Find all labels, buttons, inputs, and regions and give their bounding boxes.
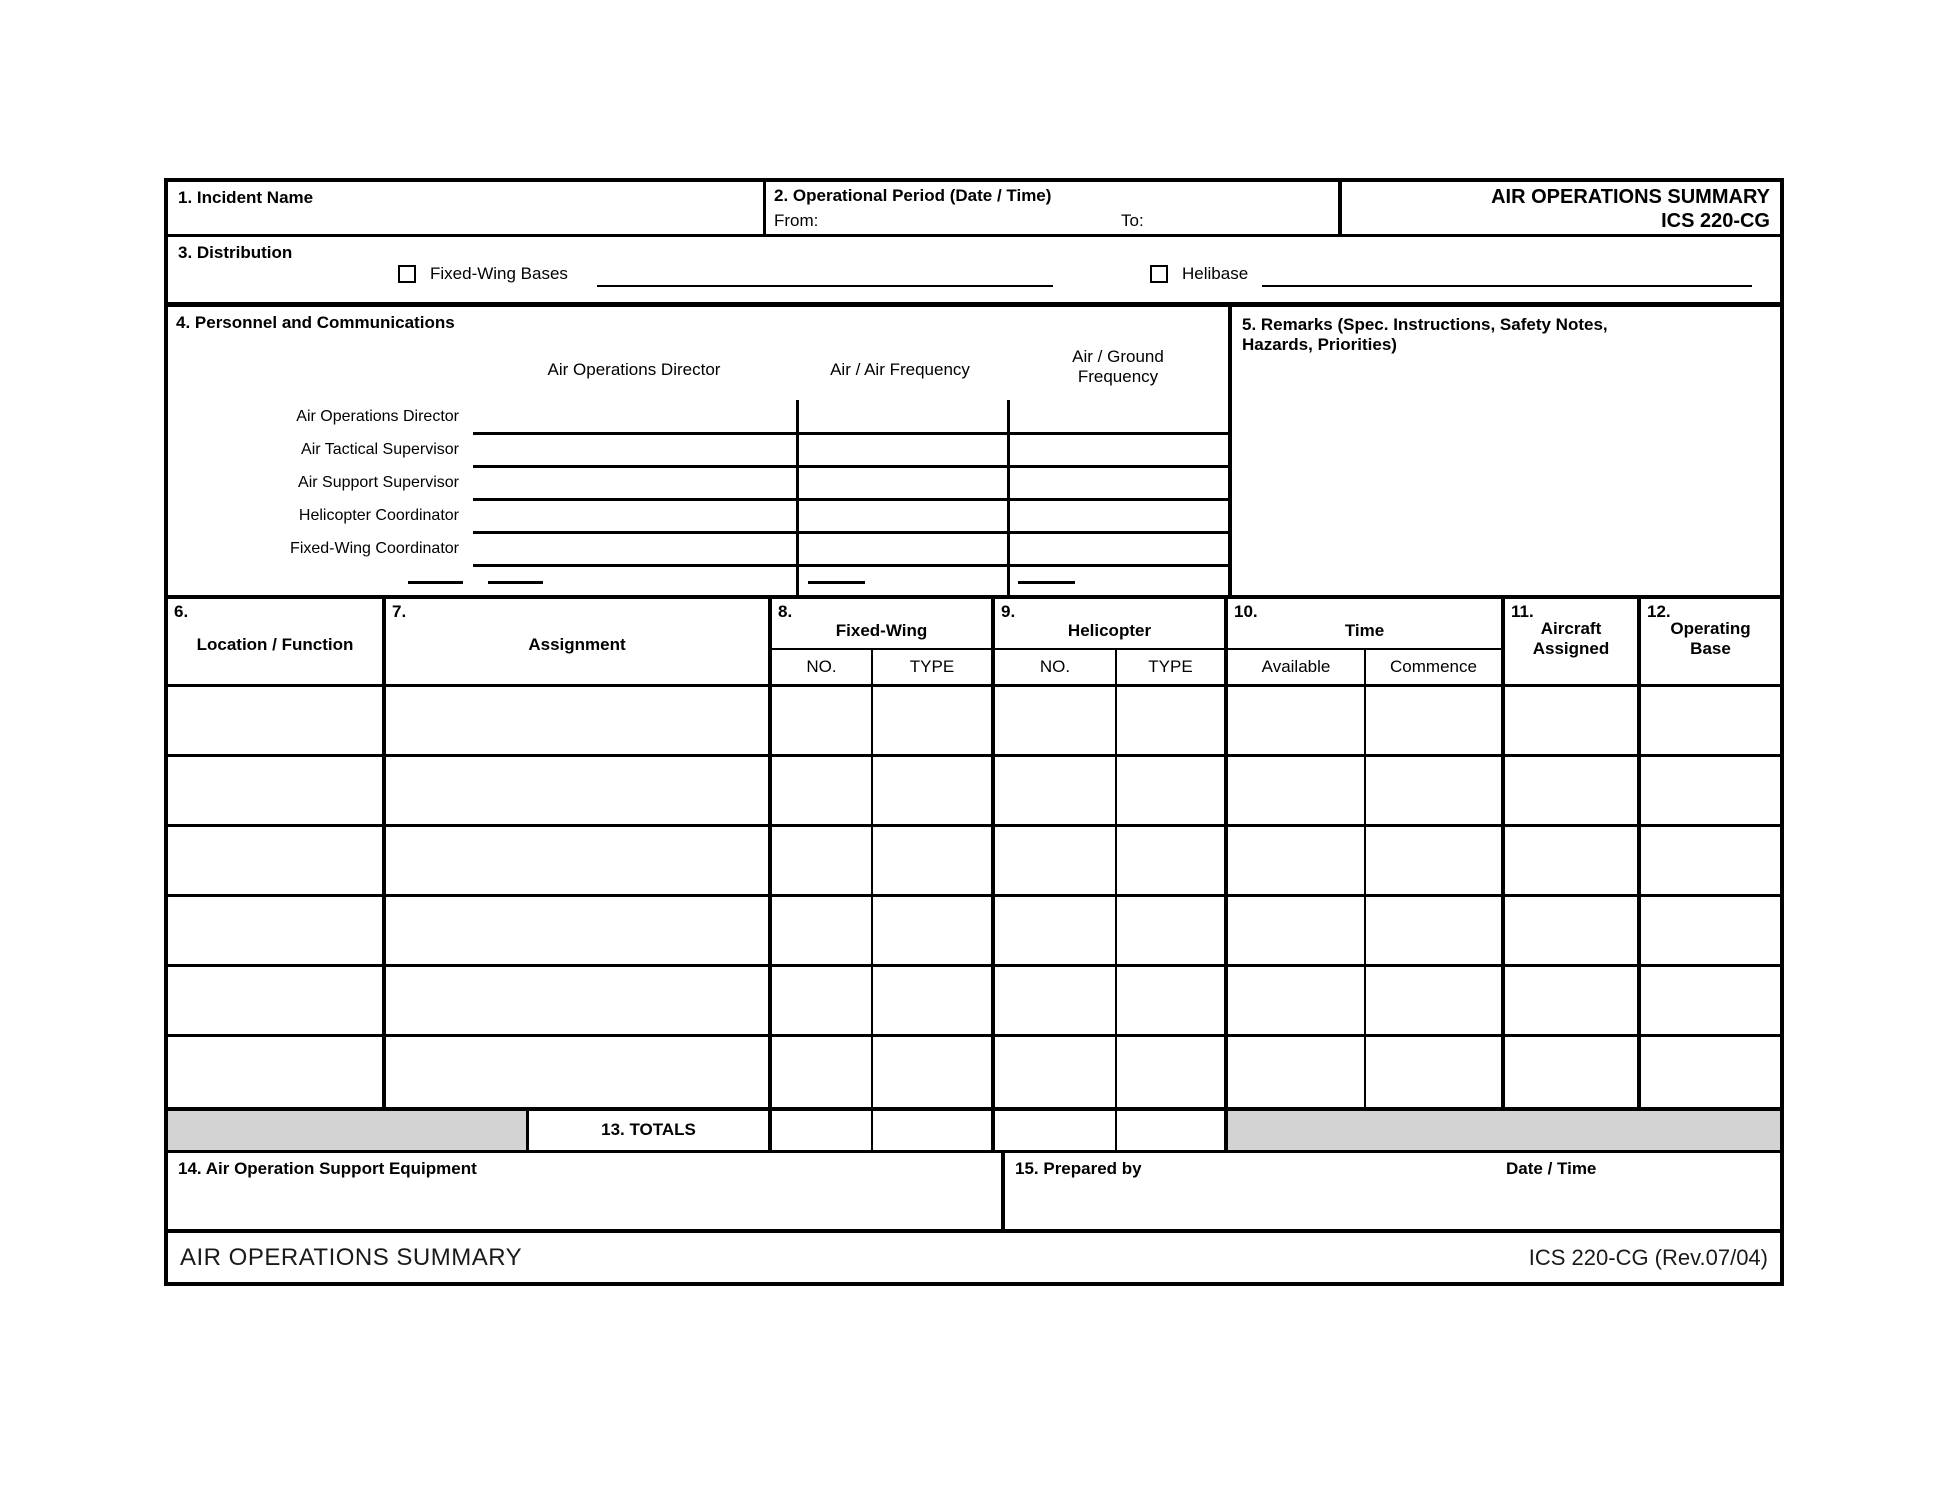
cell-assignment[interactable]: [386, 1037, 772, 1107]
distribution-label: 3. Distribution: [178, 243, 293, 262]
cell-operating-base[interactable]: [1641, 757, 1780, 824]
cell-fixed-wing-type[interactable]: [873, 1037, 995, 1107]
operational-period-box: [766, 182, 1342, 234]
col-fixed-wing: [772, 599, 995, 684]
table-row: [168, 827, 1780, 897]
col9-number: 9.: [1001, 602, 1016, 621]
cell-fixed-wing-no[interactable]: [772, 687, 873, 754]
incident-name-box: [168, 182, 766, 234]
col-location-function: [168, 599, 386, 684]
cell-location-function[interactable]: [168, 897, 386, 964]
personnel-row: [168, 402, 1228, 435]
cell-operating-base[interactable]: [1641, 897, 1780, 964]
remarks-box: [1228, 307, 1780, 595]
cell-helicopter-type[interactable]: [1117, 967, 1228, 1034]
support-equipment-label: 14. Air Operation Support Equipment: [178, 1159, 477, 1178]
cell-fixed-wing-no[interactable]: [772, 757, 873, 824]
from-label: From:: [774, 211, 819, 230]
footer-form-number: ICS 220-CG (Rev.07/04): [1528, 1244, 1768, 1270]
support-equipment-input[interactable]: [168, 1181, 1001, 1229]
cell-fixed-wing-no[interactable]: [772, 1037, 873, 1107]
cell-assignment[interactable]: [386, 897, 772, 964]
personnel-grid: [168, 402, 1228, 567]
cell-aircraft-assigned[interactable]: [1505, 687, 1641, 754]
blank-line-segment[interactable]: [1018, 581, 1075, 584]
fixed-wing-bases-label: Fixed-Wing Bases: [430, 264, 568, 283]
cell-time-commence[interactable]: [1366, 827, 1505, 894]
ics-220-cg-form: [164, 178, 1784, 1286]
cell-aircraft-assigned[interactable]: [1505, 827, 1641, 894]
cell-time-commence[interactable]: [1366, 757, 1505, 824]
cell-operating-base[interactable]: [1641, 827, 1780, 894]
col8-label: Fixed-Wing: [835, 621, 928, 640]
fixed-wing-bases-checkbox[interactable]: [398, 265, 416, 283]
cell-time-available[interactable]: [1228, 827, 1366, 894]
cell-assignment[interactable]: [386, 757, 772, 824]
personnel-col-header-air-ground-frequency: Air / Ground Frequency: [1072, 347, 1164, 386]
col-helicopter: [995, 599, 1228, 684]
table-header: [168, 599, 1780, 687]
totals-row: [168, 1111, 1780, 1153]
to-input[interactable]: [1156, 211, 1331, 233]
cell-time-commence[interactable]: [1366, 1037, 1505, 1107]
cell-helicopter-type[interactable]: [1117, 687, 1228, 754]
table-row: [168, 687, 1780, 757]
remarks-input[interactable]: [1232, 357, 1780, 595]
personnel-col-header-air-air-frequency: Air / Air Frequency: [830, 360, 970, 379]
bottom-row: [168, 1153, 1780, 1233]
time-commence-header: Commence: [1390, 657, 1477, 676]
form-title-box: [1342, 182, 1780, 234]
cell-fixed-wing-type[interactable]: [873, 897, 995, 964]
col10-number: 10.: [1234, 602, 1258, 621]
personnel-row-blank[interactable]: [473, 435, 1228, 468]
personnel-row-label: Air Operations Director: [296, 408, 459, 425]
cell-aircraft-assigned[interactable]: [1505, 757, 1641, 824]
col7-label: Assignment: [528, 635, 626, 654]
cell-fixed-wing-no[interactable]: [772, 897, 873, 964]
cell-operating-base[interactable]: [1641, 687, 1780, 754]
cell-helicopter-type[interactable]: [1117, 1037, 1228, 1107]
form-number: ICS 220-CG: [1661, 210, 1770, 232]
personnel-grid-divider: [1007, 400, 1010, 595]
cell-helicopter-no[interactable]: [995, 687, 1117, 754]
col-time: [1228, 599, 1505, 684]
helibase-label: Helibase: [1182, 264, 1249, 283]
cell-fixed-wing-no[interactable]: [772, 827, 873, 894]
cell-location-function[interactable]: [168, 1037, 386, 1107]
cell-helicopter-no[interactable]: [995, 967, 1117, 1034]
personnel-row: [168, 534, 1228, 567]
cell-operating-base[interactable]: [1641, 1037, 1780, 1107]
footer-row: [168, 1233, 1780, 1282]
totals-gray-band-left: [168, 1111, 529, 1150]
personnel-col-header-director: Air Operations Director: [547, 360, 721, 379]
header-row: [168, 182, 1780, 237]
totals-label: 13. TOTALS: [529, 1111, 772, 1150]
personnel-row-label: Fixed-Wing Coordinator: [290, 540, 459, 557]
cell-aircraft-assigned[interactable]: [1505, 967, 1641, 1034]
fixed-wing-no-header: NO.: [772, 650, 873, 684]
col7-number: 7.: [392, 602, 407, 621]
personnel-remarks-row: [168, 307, 1780, 599]
blank-line-segment[interactable]: [488, 581, 543, 584]
support-equipment-box: [168, 1153, 1005, 1229]
cell-aircraft-assigned[interactable]: [1505, 1037, 1641, 1107]
remarks-label-line2: Hazards, Priorities): [1242, 335, 1397, 354]
col8-number: 8.: [778, 602, 793, 621]
cell-helicopter-no[interactable]: [995, 827, 1117, 894]
remarks-label-line1: 5. Remarks (Spec. Instructions, Safety Notes,: [1242, 315, 1608, 334]
cell-location-function[interactable]: [168, 967, 386, 1034]
cell-fixed-wing-type[interactable]: [873, 827, 995, 894]
cell-fixed-wing-type[interactable]: [873, 967, 995, 1034]
cell-assignment[interactable]: [386, 967, 772, 1034]
col11-label: Aircraft Assigned: [1532, 619, 1610, 658]
prepared-by-label: 15. Prepared by: [1015, 1159, 1142, 1178]
personnel-row-blank[interactable]: [473, 501, 1228, 534]
cell-helicopter-no[interactable]: [995, 757, 1117, 824]
incident-name-label: 1. Incident Name: [178, 188, 314, 207]
table-row: [168, 897, 1780, 967]
cell-location-function[interactable]: [168, 757, 386, 824]
col11-number: 11.: [1511, 602, 1534, 621]
totals-helicopter-type[interactable]: [1117, 1111, 1228, 1150]
helibase-checkbox[interactable]: [1150, 265, 1168, 283]
time-available-header: Available: [1228, 650, 1366, 684]
col-aircraft-assigned: [1505, 599, 1641, 684]
col6-number: 6.: [174, 602, 189, 621]
cell-aircraft-assigned[interactable]: [1505, 897, 1641, 964]
table-row: [168, 757, 1780, 827]
personnel-row: [168, 468, 1228, 501]
helicopter-type-header: TYPE: [1148, 657, 1193, 676]
prepared-by-box: [1005, 1153, 1780, 1229]
blank-line-segment[interactable]: [808, 581, 865, 584]
cell-assignment[interactable]: [386, 827, 772, 894]
col-operating-base: [1641, 599, 1780, 684]
cell-fixed-wing-type[interactable]: [873, 757, 995, 824]
cell-time-available[interactable]: [1228, 757, 1366, 824]
totals-fixed-wing-type[interactable]: [873, 1111, 995, 1150]
personnel-grid-divider: [796, 400, 799, 595]
cell-time-available[interactable]: [1228, 1037, 1366, 1107]
cell-helicopter-no[interactable]: [995, 1037, 1117, 1107]
cell-time-available[interactable]: [1228, 897, 1366, 964]
table-body: [168, 687, 1780, 1111]
incident-name-input[interactable]: [168, 206, 763, 234]
col-assignment: [386, 599, 772, 684]
cell-time-available[interactable]: [1228, 687, 1366, 754]
col12-number: 12.: [1647, 602, 1671, 621]
table-row: [168, 967, 1780, 1037]
cell-location-function[interactable]: [168, 687, 386, 754]
from-input[interactable]: [826, 211, 1106, 233]
table-row: [168, 1037, 1780, 1107]
cell-fixed-wing-no[interactable]: [772, 967, 873, 1034]
totals-gray-band-right: [1228, 1111, 1780, 1150]
cell-helicopter-no[interactable]: [995, 897, 1117, 964]
distribution-box: [168, 237, 1780, 307]
personnel-row-blank[interactable]: [473, 402, 1228, 435]
cell-helicopter-type[interactable]: [1117, 827, 1228, 894]
fixed-wing-bases-blank[interactable]: [597, 265, 1053, 287]
cell-time-commence[interactable]: [1366, 687, 1505, 754]
personnel-row: [168, 435, 1228, 468]
personnel-row: [168, 501, 1228, 534]
cell-time-commence[interactable]: [1366, 897, 1505, 964]
helicopter-no-header: NO.: [995, 650, 1117, 684]
col12-label: Operating Base: [1670, 619, 1751, 658]
cell-assignment[interactable]: [386, 687, 772, 754]
col6-label: Location / Function: [196, 635, 354, 654]
personnel-communications-box: [168, 307, 1228, 595]
fixed-wing-type-header: TYPE: [909, 657, 955, 676]
footer-form-name: AIR OPERATIONS SUMMARY: [180, 1243, 523, 1271]
personnel-row-label: Helicopter Coordinator: [298, 507, 459, 524]
blank-line-segment[interactable]: [408, 581, 463, 584]
cell-time-commence[interactable]: [1366, 967, 1505, 1034]
col9-label: Helicopter: [1067, 621, 1152, 640]
personnel-row-blank[interactable]: [473, 534, 1228, 567]
prepared-by-input[interactable]: [1005, 1181, 1780, 1229]
cell-location-function[interactable]: [168, 827, 386, 894]
personnel-row-label: Air Tactical Supervisor: [301, 441, 459, 458]
cell-operating-base[interactable]: [1641, 967, 1780, 1034]
personnel-row-label: Air Support Supervisor: [298, 474, 459, 491]
to-label: To:: [1121, 211, 1144, 230]
cell-fixed-wing-type[interactable]: [873, 687, 995, 754]
operational-period-label: 2. Operational Period (Date / Time): [774, 186, 1052, 205]
personnel-communications-label: 4. Personnel and Communications: [176, 313, 455, 332]
form-title: AIR OPERATIONS SUMMARY: [1491, 186, 1770, 208]
date-time-label: Date / Time: [1506, 1159, 1597, 1178]
totals-fixed-wing-no[interactable]: [772, 1111, 873, 1150]
cell-helicopter-type[interactable]: [1117, 897, 1228, 964]
col10-label: Time: [1344, 621, 1385, 640]
helibase-blank[interactable]: [1262, 265, 1752, 287]
totals-helicopter-no[interactable]: [995, 1111, 1117, 1150]
cell-time-available[interactable]: [1228, 967, 1366, 1034]
cell-helicopter-type[interactable]: [1117, 757, 1228, 824]
personnel-row-blank[interactable]: [473, 468, 1228, 501]
